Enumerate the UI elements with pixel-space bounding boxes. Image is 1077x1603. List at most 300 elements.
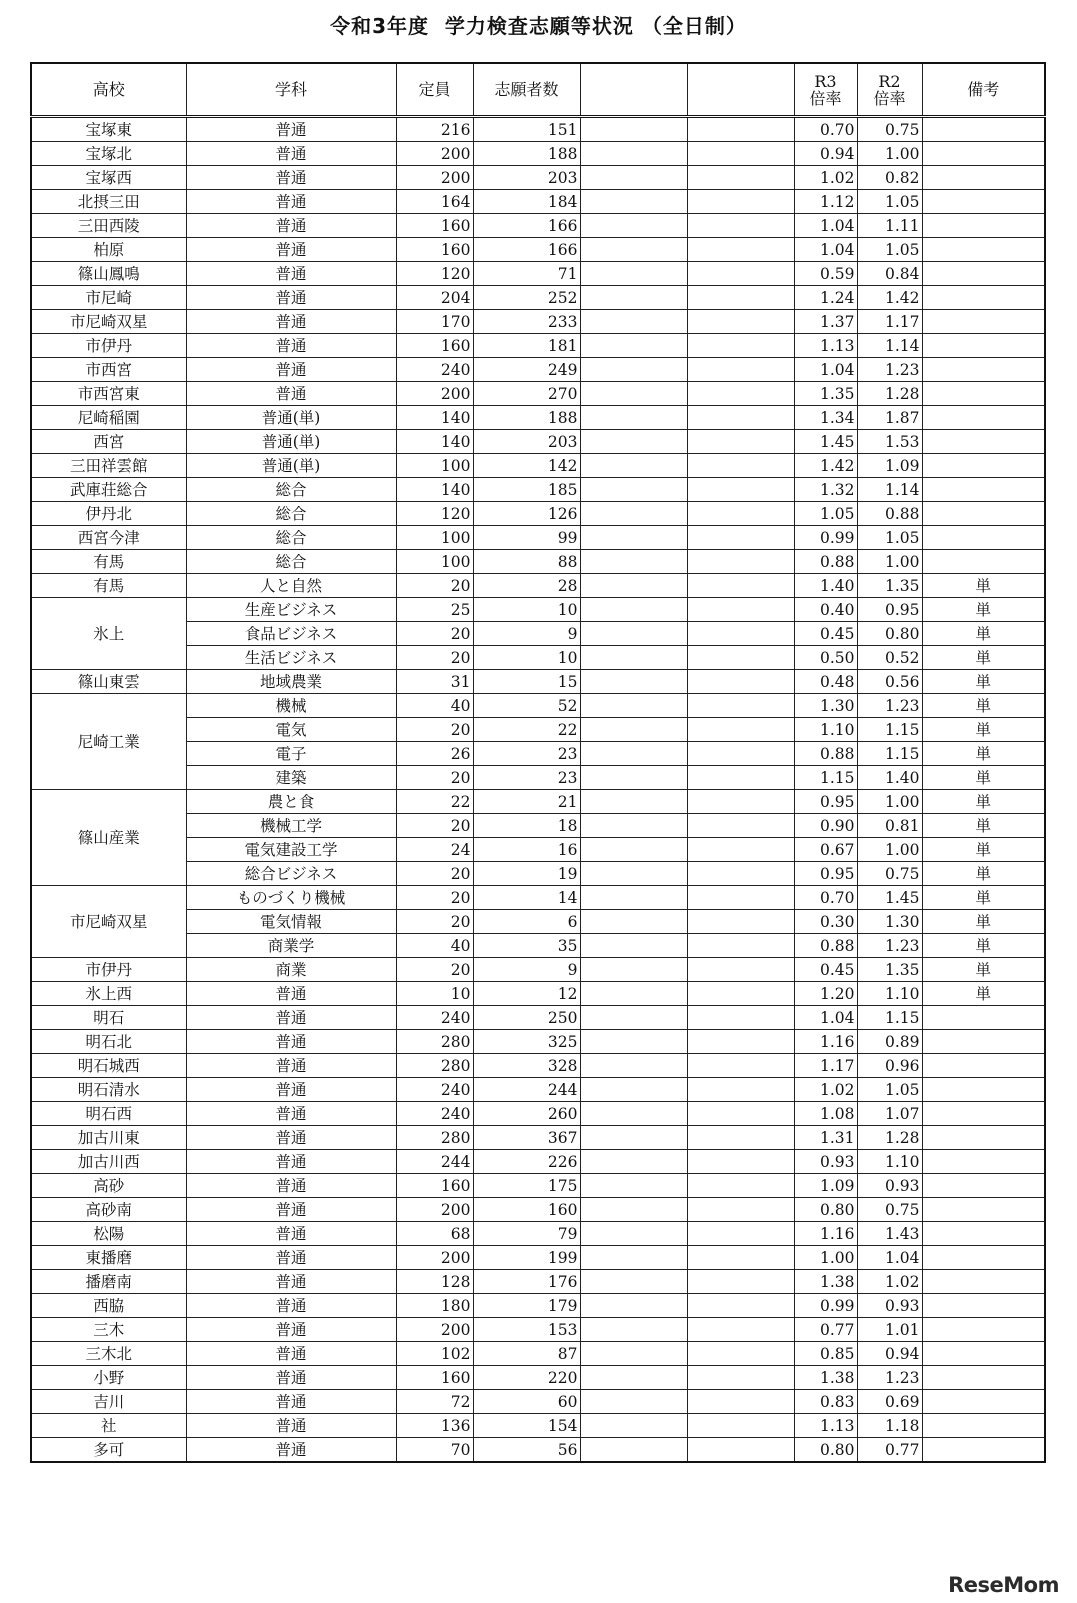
cell-note (922, 142, 1045, 166)
cell-applicants: 71 (473, 262, 580, 286)
table-row (31, 1390, 1045, 1414)
cell-r2-ratio: 0.88 (857, 502, 922, 526)
cell-school: 市伊丹 (31, 334, 186, 358)
table-row (31, 1126, 1045, 1150)
cell-capacity: 40 (396, 694, 473, 718)
cell-r3-ratio: 1.15 (794, 766, 857, 790)
cell-school: 市伊丹 (31, 958, 186, 982)
table-row (31, 382, 1045, 406)
cell-capacity: 25 (396, 598, 473, 622)
cell-blank-1 (580, 886, 687, 910)
cell-r2-ratio: 1.05 (857, 1078, 922, 1102)
cell-note (922, 454, 1045, 478)
cell-department: 普通 (186, 286, 396, 310)
cell-note (922, 1054, 1045, 1078)
cell-note (922, 1102, 1045, 1126)
cell-r2-ratio: 1.15 (857, 1006, 922, 1030)
cell-applicants: 126 (473, 502, 580, 526)
cell-blank-2 (687, 742, 794, 766)
cell-applicants: 270 (473, 382, 580, 406)
cell-blank-1 (580, 550, 687, 574)
header-r2-ratio (857, 63, 922, 117)
cell-r2-ratio: 1.45 (857, 886, 922, 910)
cell-blank-1 (580, 982, 687, 1006)
cell-blank-1 (580, 1054, 687, 1078)
cell-r2-ratio: 0.80 (857, 622, 922, 646)
cell-applicants: 325 (473, 1030, 580, 1054)
cell-department: 普通 (186, 1198, 396, 1222)
cell-blank-2 (687, 766, 794, 790)
table-row (31, 1006, 1045, 1030)
cell-r3-ratio: 1.09 (794, 1174, 857, 1198)
cell-capacity: 160 (396, 1366, 473, 1390)
cell-blank-1 (580, 1294, 687, 1318)
cell-department: 普通 (186, 310, 396, 334)
cell-r3-ratio: 1.04 (794, 358, 857, 382)
table-row (31, 142, 1045, 166)
table-row (31, 190, 1045, 214)
cell-blank-2 (687, 238, 794, 262)
cell-r3-ratio: 0.88 (794, 934, 857, 958)
cell-department: 普通 (186, 1294, 396, 1318)
cell-school: 高砂南 (31, 1198, 186, 1222)
cell-applicants: 328 (473, 1054, 580, 1078)
cell-blank-1 (580, 574, 687, 598)
cell-blank-1 (580, 1174, 687, 1198)
cell-blank-2 (687, 1366, 794, 1390)
cell-r3-ratio: 1.30 (794, 694, 857, 718)
cell-school: 氷上西 (31, 982, 186, 1006)
cell-blank-2 (687, 814, 794, 838)
cell-note (922, 1390, 1045, 1414)
header-school: 高校 (31, 63, 186, 117)
cell-department: 普通 (186, 238, 396, 262)
cell-applicants: 151 (473, 117, 580, 142)
cell-r3-ratio: 0.85 (794, 1342, 857, 1366)
cell-blank-1 (580, 934, 687, 958)
cell-applicants: 203 (473, 430, 580, 454)
cell-blank-2 (687, 1294, 794, 1318)
cell-applicants: 175 (473, 1174, 580, 1198)
header-r2-top: R2 (878, 71, 901, 91)
cell-department: 普通 (186, 1126, 396, 1150)
cell-school: 篠山東雲 (31, 670, 186, 694)
cell-blank-2 (687, 1198, 794, 1222)
header-department: 学科 (186, 63, 396, 117)
cell-note (922, 1030, 1045, 1054)
cell-applicants: 250 (473, 1006, 580, 1030)
cell-department: 普通 (186, 1390, 396, 1414)
cell-school: 宝塚東 (31, 117, 186, 142)
header-r3-ratio (794, 63, 857, 117)
cell-capacity: 20 (396, 958, 473, 982)
cell-applicants: 99 (473, 526, 580, 550)
cell-blank-1 (580, 1366, 687, 1390)
cell-school: 加古川西 (31, 1150, 186, 1174)
table-header (31, 63, 1045, 117)
table-row (31, 286, 1045, 310)
cell-r2-ratio: 1.35 (857, 958, 922, 982)
cell-capacity: 128 (396, 1270, 473, 1294)
cell-r2-ratio: 1.42 (857, 286, 922, 310)
cell-blank-1 (580, 694, 687, 718)
cell-r2-ratio: 1.43 (857, 1222, 922, 1246)
cell-r3-ratio: 1.40 (794, 574, 857, 598)
cell-blank-2 (687, 430, 794, 454)
cell-blank-2 (687, 670, 794, 694)
cell-department: 普通 (186, 1246, 396, 1270)
cell-note (922, 382, 1045, 406)
cell-school: 尼崎稲園 (31, 406, 186, 430)
cell-blank-1 (580, 766, 687, 790)
cell-r3-ratio: 1.34 (794, 406, 857, 430)
cell-blank-1 (580, 286, 687, 310)
header-r3-top: R3 (814, 71, 837, 91)
cell-capacity: 200 (396, 382, 473, 406)
cell-department: 総合 (186, 550, 396, 574)
table-row (31, 1318, 1045, 1342)
cell-applicants: 88 (473, 550, 580, 574)
cell-applicants: 79 (473, 1222, 580, 1246)
cell-department: 普通 (186, 382, 396, 406)
cell-note (922, 358, 1045, 382)
cell-school: 市尼崎 (31, 286, 186, 310)
cell-department: 電気 (186, 718, 396, 742)
cell-capacity: 102 (396, 1342, 473, 1366)
cell-r2-ratio: 1.07 (857, 1102, 922, 1126)
cell-applicants: 142 (473, 454, 580, 478)
cell-capacity: 160 (396, 334, 473, 358)
cell-r2-ratio: 0.82 (857, 166, 922, 190)
cell-department: 地域農業 (186, 670, 396, 694)
cell-blank-1 (580, 838, 687, 862)
cell-school: 武庫荘総合 (31, 478, 186, 502)
cell-blank-1 (580, 142, 687, 166)
cell-applicants: 56 (473, 1438, 580, 1463)
cell-school: 尼崎工業 (31, 694, 186, 790)
cell-department: 生活ビジネス (186, 646, 396, 670)
cell-school: 明石清水 (31, 1078, 186, 1102)
cell-blank-1 (580, 1342, 687, 1366)
cell-note (922, 1078, 1045, 1102)
cell-department: 商業 (186, 958, 396, 982)
cell-blank-1 (580, 1270, 687, 1294)
cell-blank-1 (580, 190, 687, 214)
cell-capacity: 200 (396, 166, 473, 190)
cell-school: 三木北 (31, 1342, 186, 1366)
cell-r3-ratio: 0.77 (794, 1318, 857, 1342)
cell-blank-1 (580, 718, 687, 742)
cell-school: 有馬 (31, 574, 186, 598)
header-blank-2 (687, 63, 794, 117)
cell-applicants: 220 (473, 1366, 580, 1390)
cell-blank-1 (580, 670, 687, 694)
cell-note (922, 1294, 1045, 1318)
cell-capacity: 180 (396, 1294, 473, 1318)
cell-note (922, 1318, 1045, 1342)
cell-blank-1 (580, 238, 687, 262)
cell-department: 普通 (186, 334, 396, 358)
cell-capacity: 240 (396, 358, 473, 382)
table-row (31, 1030, 1045, 1054)
cell-r3-ratio: 0.94 (794, 142, 857, 166)
cell-department: 電子 (186, 742, 396, 766)
cell-blank-1 (580, 790, 687, 814)
cell-blank-2 (687, 117, 794, 142)
cell-applicants: 16 (473, 838, 580, 862)
cell-blank-2 (687, 142, 794, 166)
table-row (31, 334, 1045, 358)
cell-r2-ratio: 0.81 (857, 814, 922, 838)
cell-blank-1 (580, 1438, 687, 1463)
cell-blank-2 (687, 214, 794, 238)
table-body (31, 117, 1045, 1463)
cell-department: 普通 (186, 1102, 396, 1126)
cell-note (922, 117, 1045, 142)
cell-blank-1 (580, 262, 687, 286)
cell-department: 普通(単) (186, 406, 396, 430)
cell-r2-ratio: 0.95 (857, 598, 922, 622)
cell-r3-ratio: 1.16 (794, 1030, 857, 1054)
cell-blank-1 (580, 958, 687, 982)
table-row (31, 598, 1045, 622)
cell-capacity: 100 (396, 454, 473, 478)
cell-capacity: 20 (396, 910, 473, 934)
cell-r3-ratio: 0.93 (794, 1150, 857, 1174)
cell-department: 普通 (186, 166, 396, 190)
cell-blank-1 (580, 742, 687, 766)
cell-r3-ratio: 1.08 (794, 1102, 857, 1126)
cell-blank-1 (580, 1246, 687, 1270)
cell-blank-2 (687, 1414, 794, 1438)
cell-r2-ratio: 0.69 (857, 1390, 922, 1414)
cell-school: 宝塚西 (31, 166, 186, 190)
cell-department: 電気建設工学 (186, 838, 396, 862)
cell-r2-ratio: 0.52 (857, 646, 922, 670)
cell-capacity: 20 (396, 886, 473, 910)
cell-capacity: 216 (396, 117, 473, 142)
cell-capacity: 200 (396, 142, 473, 166)
cell-applicants: 21 (473, 790, 580, 814)
cell-r3-ratio: 0.90 (794, 814, 857, 838)
cell-capacity: 24 (396, 838, 473, 862)
cell-note (922, 334, 1045, 358)
cell-blank-2 (687, 1246, 794, 1270)
table-row (31, 694, 1045, 718)
cell-school: 三田祥雲館 (31, 454, 186, 478)
cell-department: 普通 (186, 1030, 396, 1054)
cell-blank-2 (687, 358, 794, 382)
cell-school: 明石北 (31, 1030, 186, 1054)
cell-school: 西脇 (31, 1294, 186, 1318)
cell-note: 単 (922, 814, 1045, 838)
cell-r2-ratio: 1.00 (857, 790, 922, 814)
cell-blank-1 (580, 1102, 687, 1126)
cell-applicants: 166 (473, 238, 580, 262)
cell-blank-2 (687, 982, 794, 1006)
cell-r2-ratio: 0.77 (857, 1438, 922, 1463)
cell-blank-2 (687, 622, 794, 646)
cell-note (922, 1342, 1045, 1366)
cell-capacity: 20 (396, 766, 473, 790)
table-row (31, 790, 1045, 814)
cell-school: 吉川 (31, 1390, 186, 1414)
cell-r3-ratio: 1.32 (794, 478, 857, 502)
cell-r2-ratio: 0.75 (857, 117, 922, 142)
cell-department: 普通 (186, 1150, 396, 1174)
cell-r3-ratio: 0.80 (794, 1438, 857, 1463)
cell-department: 普通 (186, 1318, 396, 1342)
cell-r2-ratio: 1.15 (857, 742, 922, 766)
cell-r3-ratio: 1.10 (794, 718, 857, 742)
cell-r3-ratio: 0.88 (794, 742, 857, 766)
table-row (31, 1150, 1045, 1174)
cell-blank-2 (687, 886, 794, 910)
cell-r3-ratio: 1.35 (794, 382, 857, 406)
cell-blank-1 (580, 1222, 687, 1246)
table-row (31, 886, 1045, 910)
cell-capacity: 20 (396, 574, 473, 598)
cell-r3-ratio: 0.95 (794, 790, 857, 814)
cell-r3-ratio: 0.50 (794, 646, 857, 670)
cell-school: 多可 (31, 1438, 186, 1463)
cell-r3-ratio: 0.99 (794, 526, 857, 550)
cell-department: 普通 (186, 1438, 396, 1463)
cell-r3-ratio: 1.04 (794, 238, 857, 262)
cell-r3-ratio: 0.88 (794, 550, 857, 574)
cell-department: 電気情報 (186, 910, 396, 934)
application-status-table (30, 62, 1046, 1463)
cell-department: 総合ビジネス (186, 862, 396, 886)
cell-blank-2 (687, 382, 794, 406)
cell-r3-ratio: 0.59 (794, 262, 857, 286)
cell-r2-ratio: 0.96 (857, 1054, 922, 1078)
table-row (31, 1222, 1045, 1246)
cell-applicants: 19 (473, 862, 580, 886)
table-row (31, 1054, 1045, 1078)
table-row (31, 1174, 1045, 1198)
cell-blank-2 (687, 310, 794, 334)
cell-school: 小野 (31, 1366, 186, 1390)
cell-blank-1 (580, 1318, 687, 1342)
cell-blank-1 (580, 166, 687, 190)
table-row (31, 117, 1045, 142)
cell-department: 普通 (186, 262, 396, 286)
cell-blank-1 (580, 1030, 687, 1054)
cell-school: 柏原 (31, 238, 186, 262)
cell-r2-ratio: 0.84 (857, 262, 922, 286)
cell-applicants: 22 (473, 718, 580, 742)
cell-note: 単 (922, 718, 1045, 742)
cell-department: 普通 (186, 190, 396, 214)
cell-blank-1 (580, 117, 687, 142)
cell-school: 明石 (31, 1006, 186, 1030)
cell-blank-2 (687, 1054, 794, 1078)
cell-department: 食品ビジネス (186, 622, 396, 646)
cell-blank-2 (687, 646, 794, 670)
cell-r2-ratio: 1.14 (857, 478, 922, 502)
cell-capacity: 244 (396, 1150, 473, 1174)
cell-note: 単 (922, 790, 1045, 814)
cell-blank-2 (687, 1150, 794, 1174)
cell-department: 総合 (186, 526, 396, 550)
cell-applicants: 260 (473, 1102, 580, 1126)
cell-school: 社 (31, 1414, 186, 1438)
cell-r3-ratio: 1.13 (794, 1414, 857, 1438)
cell-school: 宝塚北 (31, 142, 186, 166)
table-row (31, 982, 1045, 1006)
header-capacity: 定員 (396, 63, 473, 117)
cell-note (922, 1270, 1045, 1294)
cell-capacity: 160 (396, 238, 473, 262)
cell-note (922, 1438, 1045, 1463)
cell-blank-1 (580, 310, 687, 334)
cell-school: 加古川東 (31, 1126, 186, 1150)
cell-r2-ratio: 1.05 (857, 190, 922, 214)
cell-capacity: 22 (396, 790, 473, 814)
cell-r3-ratio: 1.45 (794, 430, 857, 454)
cell-capacity: 20 (396, 622, 473, 646)
table-row (31, 454, 1045, 478)
cell-note (922, 262, 1045, 286)
cell-blank-2 (687, 1030, 794, 1054)
cell-school: 北摂三田 (31, 190, 186, 214)
table-row (31, 238, 1045, 262)
cell-capacity: 120 (396, 502, 473, 526)
cell-applicants: 9 (473, 622, 580, 646)
cell-capacity: 164 (396, 190, 473, 214)
cell-school: 西宮 (31, 430, 186, 454)
cell-r2-ratio: 1.17 (857, 310, 922, 334)
cell-r2-ratio: 1.87 (857, 406, 922, 430)
cell-applicants: 188 (473, 142, 580, 166)
cell-blank-2 (687, 406, 794, 430)
cell-r3-ratio: 1.04 (794, 1006, 857, 1030)
cell-department: 建築 (186, 766, 396, 790)
cell-note: 単 (922, 574, 1045, 598)
cell-department: 普通 (186, 982, 396, 1006)
cell-r3-ratio: 1.13 (794, 334, 857, 358)
cell-school: 篠山鳳鳴 (31, 262, 186, 286)
cell-blank-2 (687, 190, 794, 214)
cell-capacity: 10 (396, 982, 473, 1006)
cell-school: 播磨南 (31, 1270, 186, 1294)
cell-school: 伊丹北 (31, 502, 186, 526)
cell-blank-2 (687, 862, 794, 886)
cell-capacity: 204 (396, 286, 473, 310)
cell-department: 総合 (186, 478, 396, 502)
cell-r2-ratio: 1.40 (857, 766, 922, 790)
cell-r2-ratio: 1.18 (857, 1414, 922, 1438)
cell-blank-2 (687, 166, 794, 190)
cell-applicants: 23 (473, 766, 580, 790)
cell-note (922, 190, 1045, 214)
cell-blank-2 (687, 1318, 794, 1342)
cell-blank-2 (687, 1174, 794, 1198)
cell-r3-ratio: 1.16 (794, 1222, 857, 1246)
table-row (31, 1198, 1045, 1222)
cell-blank-1 (580, 334, 687, 358)
cell-r2-ratio: 1.01 (857, 1318, 922, 1342)
cell-r2-ratio: 1.23 (857, 1366, 922, 1390)
cell-capacity: 100 (396, 550, 473, 574)
cell-applicants: 188 (473, 406, 580, 430)
cell-blank-1 (580, 406, 687, 430)
cell-note (922, 214, 1045, 238)
cell-blank-2 (687, 1126, 794, 1150)
cell-department: 普通 (186, 1174, 396, 1198)
cell-school: 氷上 (31, 598, 186, 670)
